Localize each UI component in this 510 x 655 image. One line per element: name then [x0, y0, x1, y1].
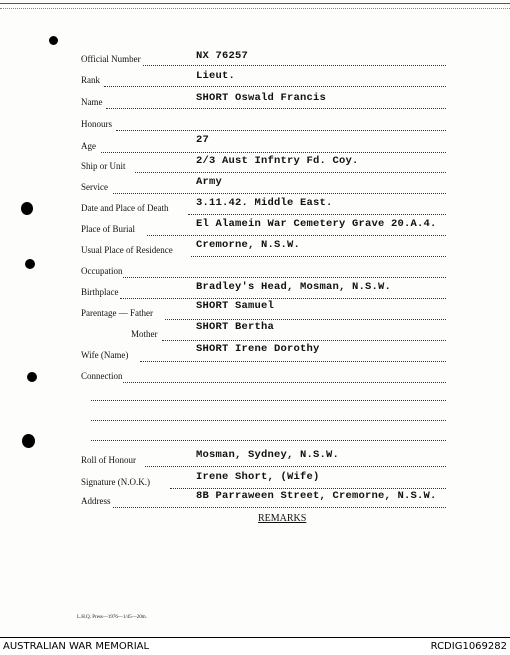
connection-label: Connection	[81, 371, 123, 381]
field-rule	[113, 507, 446, 508]
field-rule	[120, 298, 446, 299]
field-rule	[162, 340, 446, 341]
official-number-value: NX 76257	[196, 50, 249, 62]
wife-value: SHORT Irene Dorothy	[196, 343, 320, 355]
field-rule	[123, 277, 446, 278]
service-label: Service	[81, 182, 108, 192]
punch-hole-mark	[25, 259, 35, 269]
birthplace-value: Bradley's Head, Mosman, N.S.W.	[196, 281, 392, 293]
field-rule	[145, 466, 446, 467]
age-label: Age	[81, 141, 96, 151]
honours-label: Honours	[81, 119, 112, 129]
ship-or-unit-label: Ship or Unit	[81, 161, 126, 171]
footer-institution: AUSTRALIAN WAR MEMORIAL	[3, 641, 150, 652]
footer-record-id: RCDIG1069282	[430, 641, 507, 652]
punch-hole-mark	[27, 372, 37, 382]
field-rule	[113, 193, 446, 194]
field-rule	[188, 214, 446, 215]
continuation-rule	[91, 440, 446, 441]
archive-footer	[0, 637, 510, 655]
field-rule	[191, 256, 446, 257]
field-rule	[101, 152, 446, 153]
roll-of-honour-value: Mosman, Sydney, N.S.W.	[196, 449, 340, 461]
name-value: SHORT Oswald Francis	[196, 92, 327, 104]
signature-value: Irene Short, (Wife)	[196, 471, 320, 483]
continuation-rule	[91, 400, 446, 401]
parentage-mother-label: Mother	[131, 329, 158, 339]
date-place-death-label: Date and Place of Death	[81, 203, 169, 213]
field-rule	[165, 319, 446, 320]
official-number-label: Official Number	[81, 54, 141, 64]
printer-imprint: L.H.Q. Press—1976—1/45—20m.	[77, 615, 147, 620]
field-rule	[106, 108, 446, 109]
address-label: Address	[81, 496, 111, 506]
place-burial-value: El Alamein War Cemetery Grave 20.A.4.	[196, 218, 437, 230]
field-rule	[116, 130, 446, 131]
punch-hole-mark	[49, 36, 58, 45]
place-burial-label: Place of Burial	[81, 224, 135, 234]
parentage-mother-value: SHORT Bertha	[196, 321, 275, 333]
field-rule	[170, 488, 446, 489]
rank-label: Rank	[81, 75, 100, 85]
date-place-death-value: 3.11.42. Middle East.	[196, 197, 333, 209]
parentage-father-label: Parentage — Father	[81, 308, 153, 318]
field-rule	[123, 382, 446, 383]
parentage-father-value: SHORT Samuel	[196, 300, 275, 312]
rank-value: Lieut.	[196, 70, 236, 82]
service-value: Army	[196, 176, 223, 188]
birthplace-label: Birthplace	[81, 287, 119, 297]
name-label: Name	[81, 97, 103, 107]
field-rule	[143, 65, 446, 66]
occupation-label: Occupation	[81, 266, 123, 276]
punch-hole-mark	[21, 202, 33, 215]
remarks-heading: REMARKS	[258, 513, 307, 524]
punch-hole-mark	[22, 434, 35, 448]
residence-label: Usual Place of Residence	[81, 245, 173, 255]
age-value: 27	[196, 134, 210, 146]
wife-label: Wife (Name)	[81, 350, 129, 360]
field-rule	[104, 86, 446, 87]
residence-value: Cremorne, N.S.W.	[196, 239, 301, 251]
top-border-line	[0, 3, 510, 9]
field-rule	[135, 172, 446, 173]
field-rule	[147, 235, 446, 236]
roll-of-honour-label: Roll of Honour	[81, 455, 136, 465]
field-rule	[140, 361, 446, 362]
address-value: 8B Parraween Street, Cremorne, N.S.W.	[196, 490, 437, 502]
ship-or-unit-value: 2/3 Aust Infntry Fd. Coy.	[196, 155, 359, 167]
signature-label: Signature (N.O.K.)	[81, 477, 150, 487]
continuation-rule	[91, 420, 446, 421]
